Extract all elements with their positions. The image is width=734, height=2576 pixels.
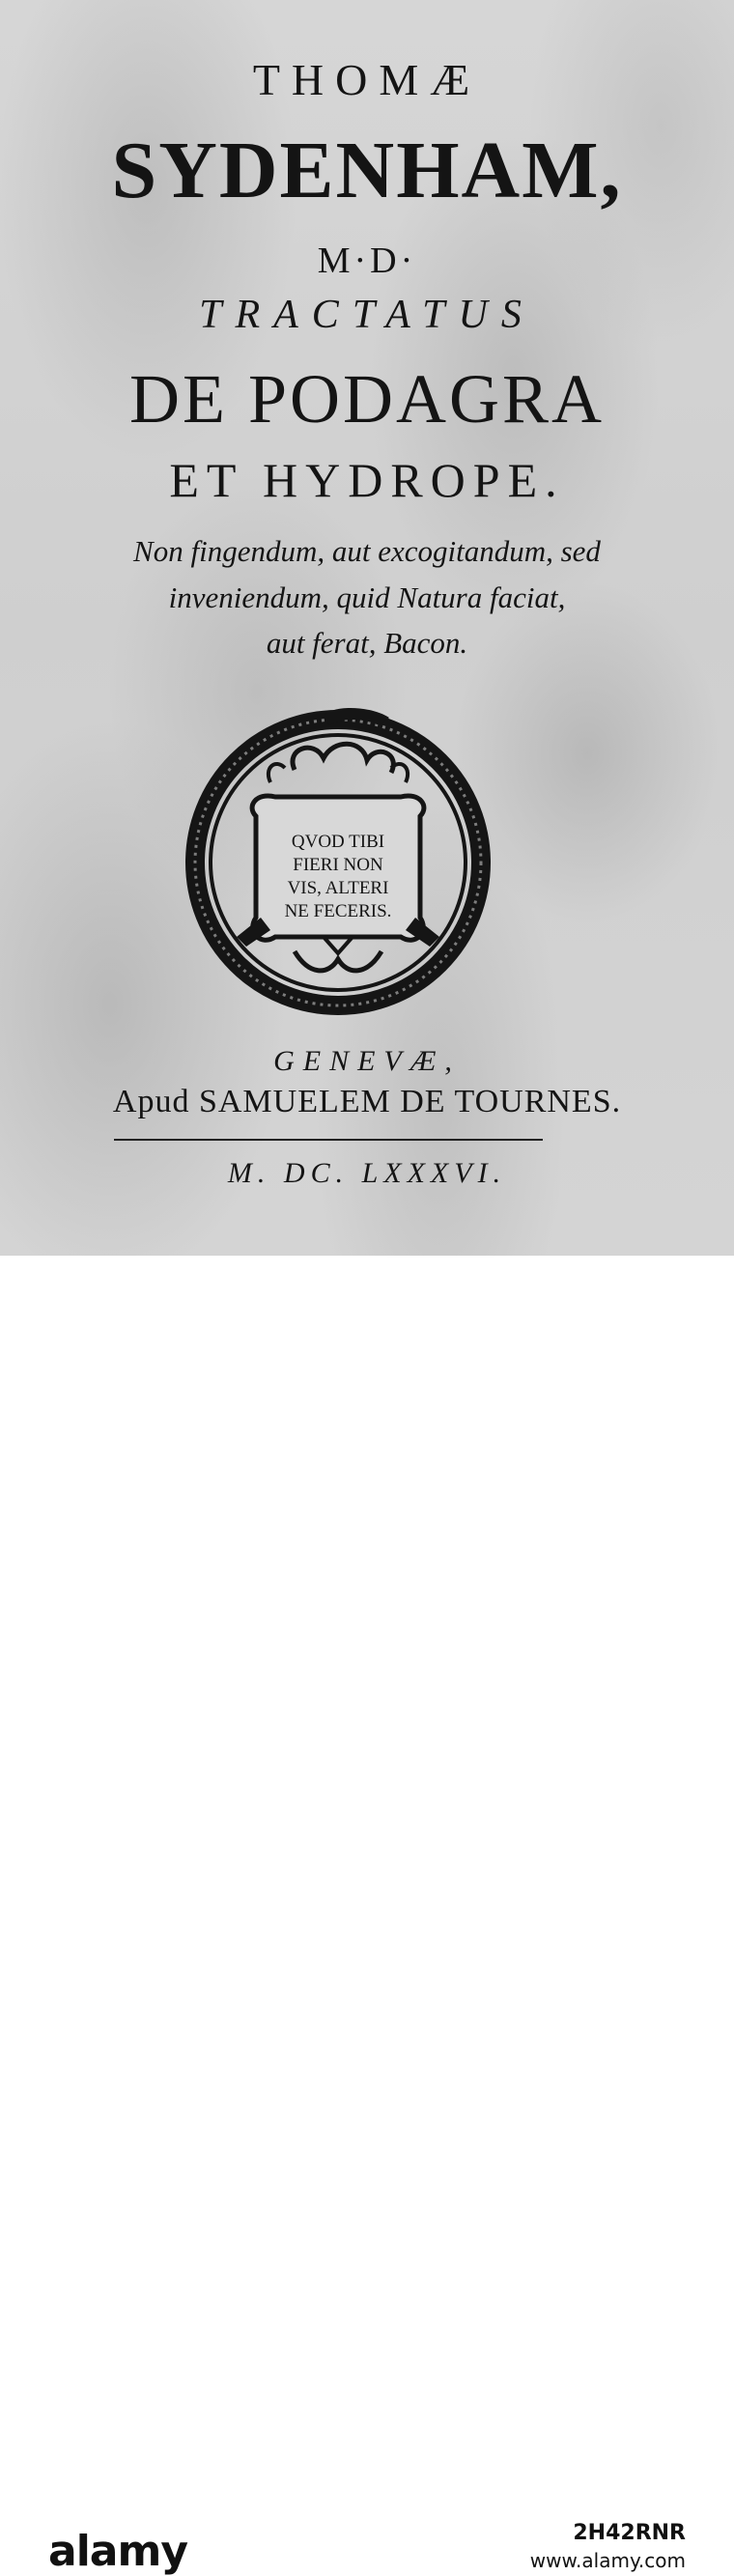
- work-title-line-2: ET HYDROPE.: [169, 453, 565, 507]
- author-degree: M·D·: [317, 241, 417, 281]
- author-last-name: SYDENHAM,: [111, 126, 623, 215]
- author-first-name: THOMÆ: [252, 55, 482, 104]
- device-motto-line-3: VIS, ALTERI: [287, 878, 389, 898]
- imprint-date: M. DC. LXXXVI.: [227, 1157, 507, 1189]
- device-motto-line-1: QVOD TIBI: [291, 832, 385, 852]
- title-page: [0, 0, 734, 1256]
- stock-logo: alamy: [48, 2527, 187, 2576]
- imprint-printer: Apud SAMUELEM DE TOURNES.: [112, 1084, 622, 1119]
- stock-image-info: [530, 2521, 686, 2572]
- epigraph-line-3: aut ferat, Bacon.: [266, 626, 468, 660]
- imprint-rule: [114, 1139, 543, 1141]
- epigraph-line-1: Non fingendum, aut excogitandum, sed: [133, 534, 601, 568]
- stock-site-url: www.alamy.com: [529, 2549, 686, 2572]
- printers-device-ouroboros-emblem: [179, 700, 497, 1019]
- stock-image-id: 2H42RNR: [573, 2521, 686, 2545]
- imprint-place: GENEVÆ,: [273, 1045, 461, 1077]
- stock-watermark-bar: [0, 1256, 734, 2576]
- device-motto-line-2: FIERI NON: [293, 855, 383, 875]
- device-motto-line-4: NE FECERIS.: [284, 901, 392, 921]
- work-title-line-1: DE PODAGRA: [128, 360, 606, 438]
- epigraph-line-2: inveniendum, quid Natura faciat,: [168, 580, 566, 614]
- work-type: TRACTATUS: [199, 293, 535, 337]
